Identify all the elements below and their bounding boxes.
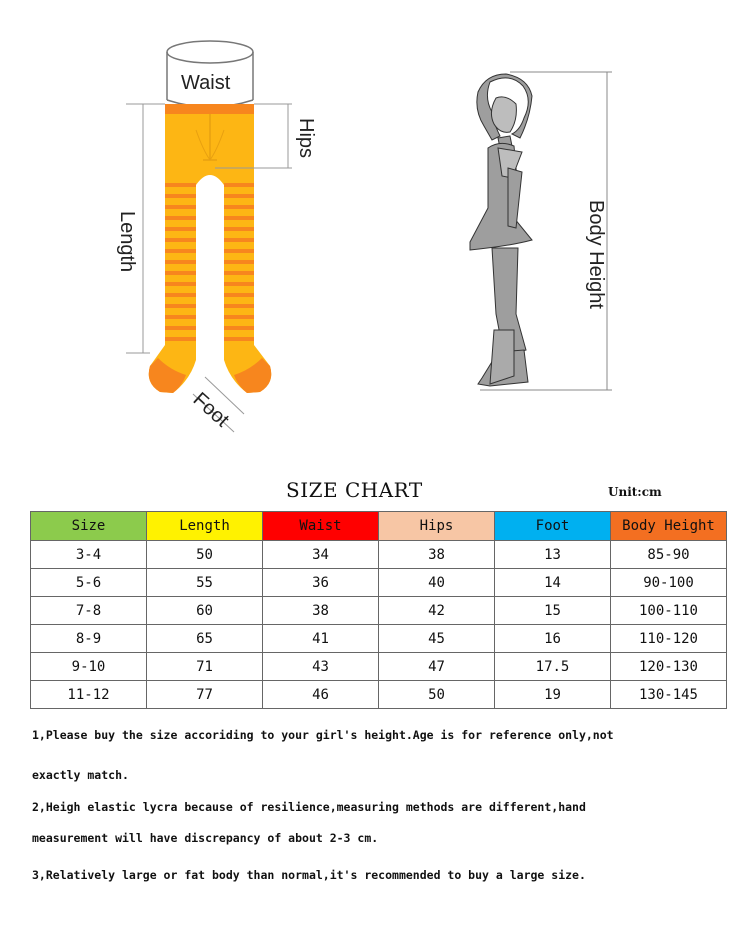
waist-marker [167,41,253,107]
length-marker [116,104,165,353]
table-row [31,625,727,653]
cell-hips: 42 [379,597,495,625]
header-length: Length [147,512,263,541]
cell-waist: 34 [263,541,379,569]
body-height-label: Body Height [585,200,607,309]
cell-hips: 50 [379,681,495,709]
header-body-height: Body Height [611,512,727,541]
cell-hips: 38 [379,541,495,569]
girl-figure [470,74,532,386]
header-waist: Waist [263,512,379,541]
cell-size: 7-8 [31,597,147,625]
foot-marker [189,377,244,432]
hips-label: Hips [295,118,317,159]
cell-body-height: 85-90 [611,541,727,569]
size-table [30,511,727,709]
cell-length: 50 [147,541,263,569]
cell-foot: 16 [495,625,611,653]
cell-length: 65 [147,625,263,653]
unit-label: Unit:cm [608,485,662,499]
length-label: Length [116,211,138,273]
table-row [31,541,727,569]
table-row [31,681,727,709]
cell-length: 71 [147,653,263,681]
cell-size: 3-4 [31,541,147,569]
cell-size: 5-6 [31,569,147,597]
cell-waist: 38 [263,597,379,625]
note-line: measurement will have discrepancy of about 2-3 cm. [32,831,379,845]
cell-body-height: 90-100 [611,569,727,597]
cell-foot: 15 [495,597,611,625]
cell-length: 77 [147,681,263,709]
waist-label: Waist [181,72,231,94]
cell-foot: 13 [495,541,611,569]
header-hips: Hips [379,512,495,541]
cell-size: 8-9 [31,625,147,653]
cell-waist: 46 [263,681,379,709]
foot-label: Foot [188,388,234,432]
cell-foot: 14 [495,569,611,597]
cell-hips: 47 [379,653,495,681]
cell-waist: 36 [263,569,379,597]
header-foot: Foot [495,512,611,541]
note-line: 3,Relatively large or fat body than normal,it's recommended to buy a large size. [32,868,586,882]
note-line: 2,Heigh elastic lycra because of resilience,measuring methods are different,hand [32,800,586,814]
table-row [31,569,727,597]
cell-length: 60 [147,597,263,625]
cell-body-height: 120-130 [611,653,727,681]
cell-hips: 40 [379,569,495,597]
chart-title: SIZE CHART [286,478,423,502]
cell-size: 11-12 [31,681,147,709]
table-header-row [31,512,727,541]
cell-hips: 45 [379,625,495,653]
cell-foot: 19 [495,681,611,709]
cell-waist: 43 [263,653,379,681]
cell-body-height: 130-145 [611,681,727,709]
cell-size: 9-10 [31,653,147,681]
header-size: Size [31,512,147,541]
cell-length: 55 [147,569,263,597]
cell-body-height: 110-120 [611,625,727,653]
tights-illustration [149,104,272,393]
cell-foot: 17.5 [495,653,611,681]
note-line: exactly match. [32,768,129,782]
table-row [31,653,727,681]
table-row [31,597,727,625]
cell-body-height: 100-110 [611,597,727,625]
cell-waist: 41 [263,625,379,653]
note-line: 1,Please buy the size accoriding to your girl's height.Age is for reference only,not [32,728,614,742]
